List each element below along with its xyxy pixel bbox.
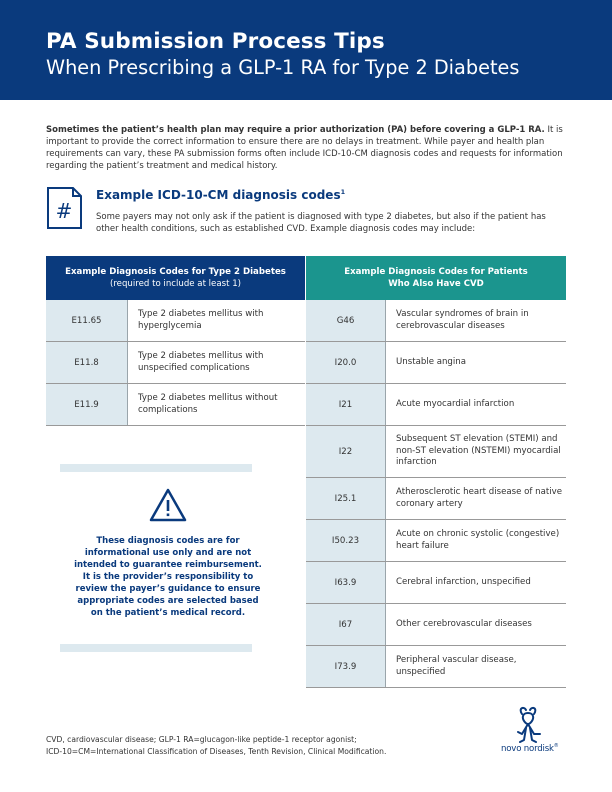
page-subtitle: When Prescribing a GLP-1 RA for Type 2 Diabetes [46, 56, 520, 79]
t2d-codes-table [46, 300, 305, 426]
section-description: Some payers may not only ask if the patient is diagnosed with type 2 diabetes, but also if the patient has other health conditions, such as established CVD. Example diagnosis codes may include: [96, 212, 546, 234]
description-cell: Vascular syndromes of brain in cerebrovascular diseases [396, 309, 529, 331]
code-cell: I73.9 [306, 646, 386, 687]
table-row [306, 426, 566, 478]
cvd-codes-table [306, 300, 566, 688]
description-cell: Peripheral vascular disease, unspecified [396, 655, 517, 677]
description-cell: Unstable angina [396, 356, 466, 367]
description-cell: Atherosclerotic heart disease of native coronary artery [396, 487, 562, 509]
table-row [306, 646, 566, 688]
warning-triangle-icon [148, 487, 188, 523]
code-cell: E11.8 [46, 342, 128, 383]
left-table-header: Example Diagnosis Codes for Type 2 Diabetes (required to include at least 1) [46, 256, 305, 300]
warning-top-bar [60, 464, 252, 472]
table-row [306, 342, 566, 384]
code-cell: I63.9 [306, 562, 386, 603]
warning-bottom-bar [60, 644, 252, 652]
description-cell: Cerebral infarction, unspecified [396, 576, 531, 587]
code-cell: G46 [306, 300, 386, 341]
svg-text:#: # [55, 199, 73, 223]
table-row [306, 604, 566, 646]
code-cell: I67 [306, 604, 386, 645]
footnote-ref: 1 [340, 188, 346, 196]
code-cell: E11.9 [46, 384, 128, 425]
hash-document-icon [46, 186, 83, 230]
description-cell: Acute myocardial infarction [396, 398, 515, 409]
description-cell: Type 2 diabetes mellitus without complications [138, 393, 278, 415]
code-cell: I20.0 [306, 342, 386, 383]
page-title: PA Submission Process Tips [46, 29, 385, 54]
code-cell: I22 [306, 426, 386, 477]
code-cell: I21 [306, 384, 386, 425]
table-row [306, 562, 566, 604]
description-cell: Acute on chronic systolic (congestive) heart failure [396, 529, 560, 551]
description-cell: Other cerebrovascular diseases [396, 618, 532, 629]
right-table-header: Example Diagnosis Codes for Patients Who Also Have CVD [306, 256, 566, 300]
logo-wordmark: novo nordisk® [501, 743, 559, 754]
code-cell: I50.23 [306, 520, 386, 561]
table-row [306, 520, 566, 562]
disclaimer-text: These diagnosis codes are for informational use only and are not intended to guarantee reimbursement. It is the provider’s responsibility to review the payer’s guidance to ensure appropriate codes are selected based on the patient’s medical record. [74, 536, 262, 618]
intro-text: It is important to provide the correct information to ensure there are no delays in treatment. While payer and health plan requirements can vary, these PA submission forms often include ICD-10-CM diagnosis codes and requests for information regarding the patient’s treatment and medical history. [46, 125, 563, 171]
code-cell: I25.1 [306, 478, 386, 519]
footnote: CVD, cardiovascular disease; GLP-1 RA=glucagon-like peptide-1 receptor agonist; ICD-10=CM=International Classification of Diseases, Tenth Revision, Clinical Modification. [46, 735, 387, 756]
description-cell: Type 2 diabetes mellitus with unspecified complications [138, 351, 264, 373]
table-row [306, 384, 566, 426]
table-row [46, 384, 305, 426]
table-row [306, 478, 566, 520]
table-row [306, 300, 566, 342]
header-banner [0, 0, 612, 100]
section-title: Example ICD-10-CM diagnosis codes$^1$ [96, 188, 346, 202]
description-cell: Subsequent ST elevation (STEMI) and non-ST elevation (NSTEMI) myocardial infarction [396, 434, 561, 468]
description-cell: Type 2 diabetes mellitus with hyperglycemia [138, 309, 264, 331]
code-cell: E11.65 [46, 300, 128, 341]
table-row [46, 300, 305, 342]
table-row [46, 342, 305, 384]
intro-bold: Sometimes the patient’s health plan may require a prior authorization (PA) before covering a GLP-1 RA. [46, 125, 545, 135]
intro-paragraph [46, 124, 566, 172]
